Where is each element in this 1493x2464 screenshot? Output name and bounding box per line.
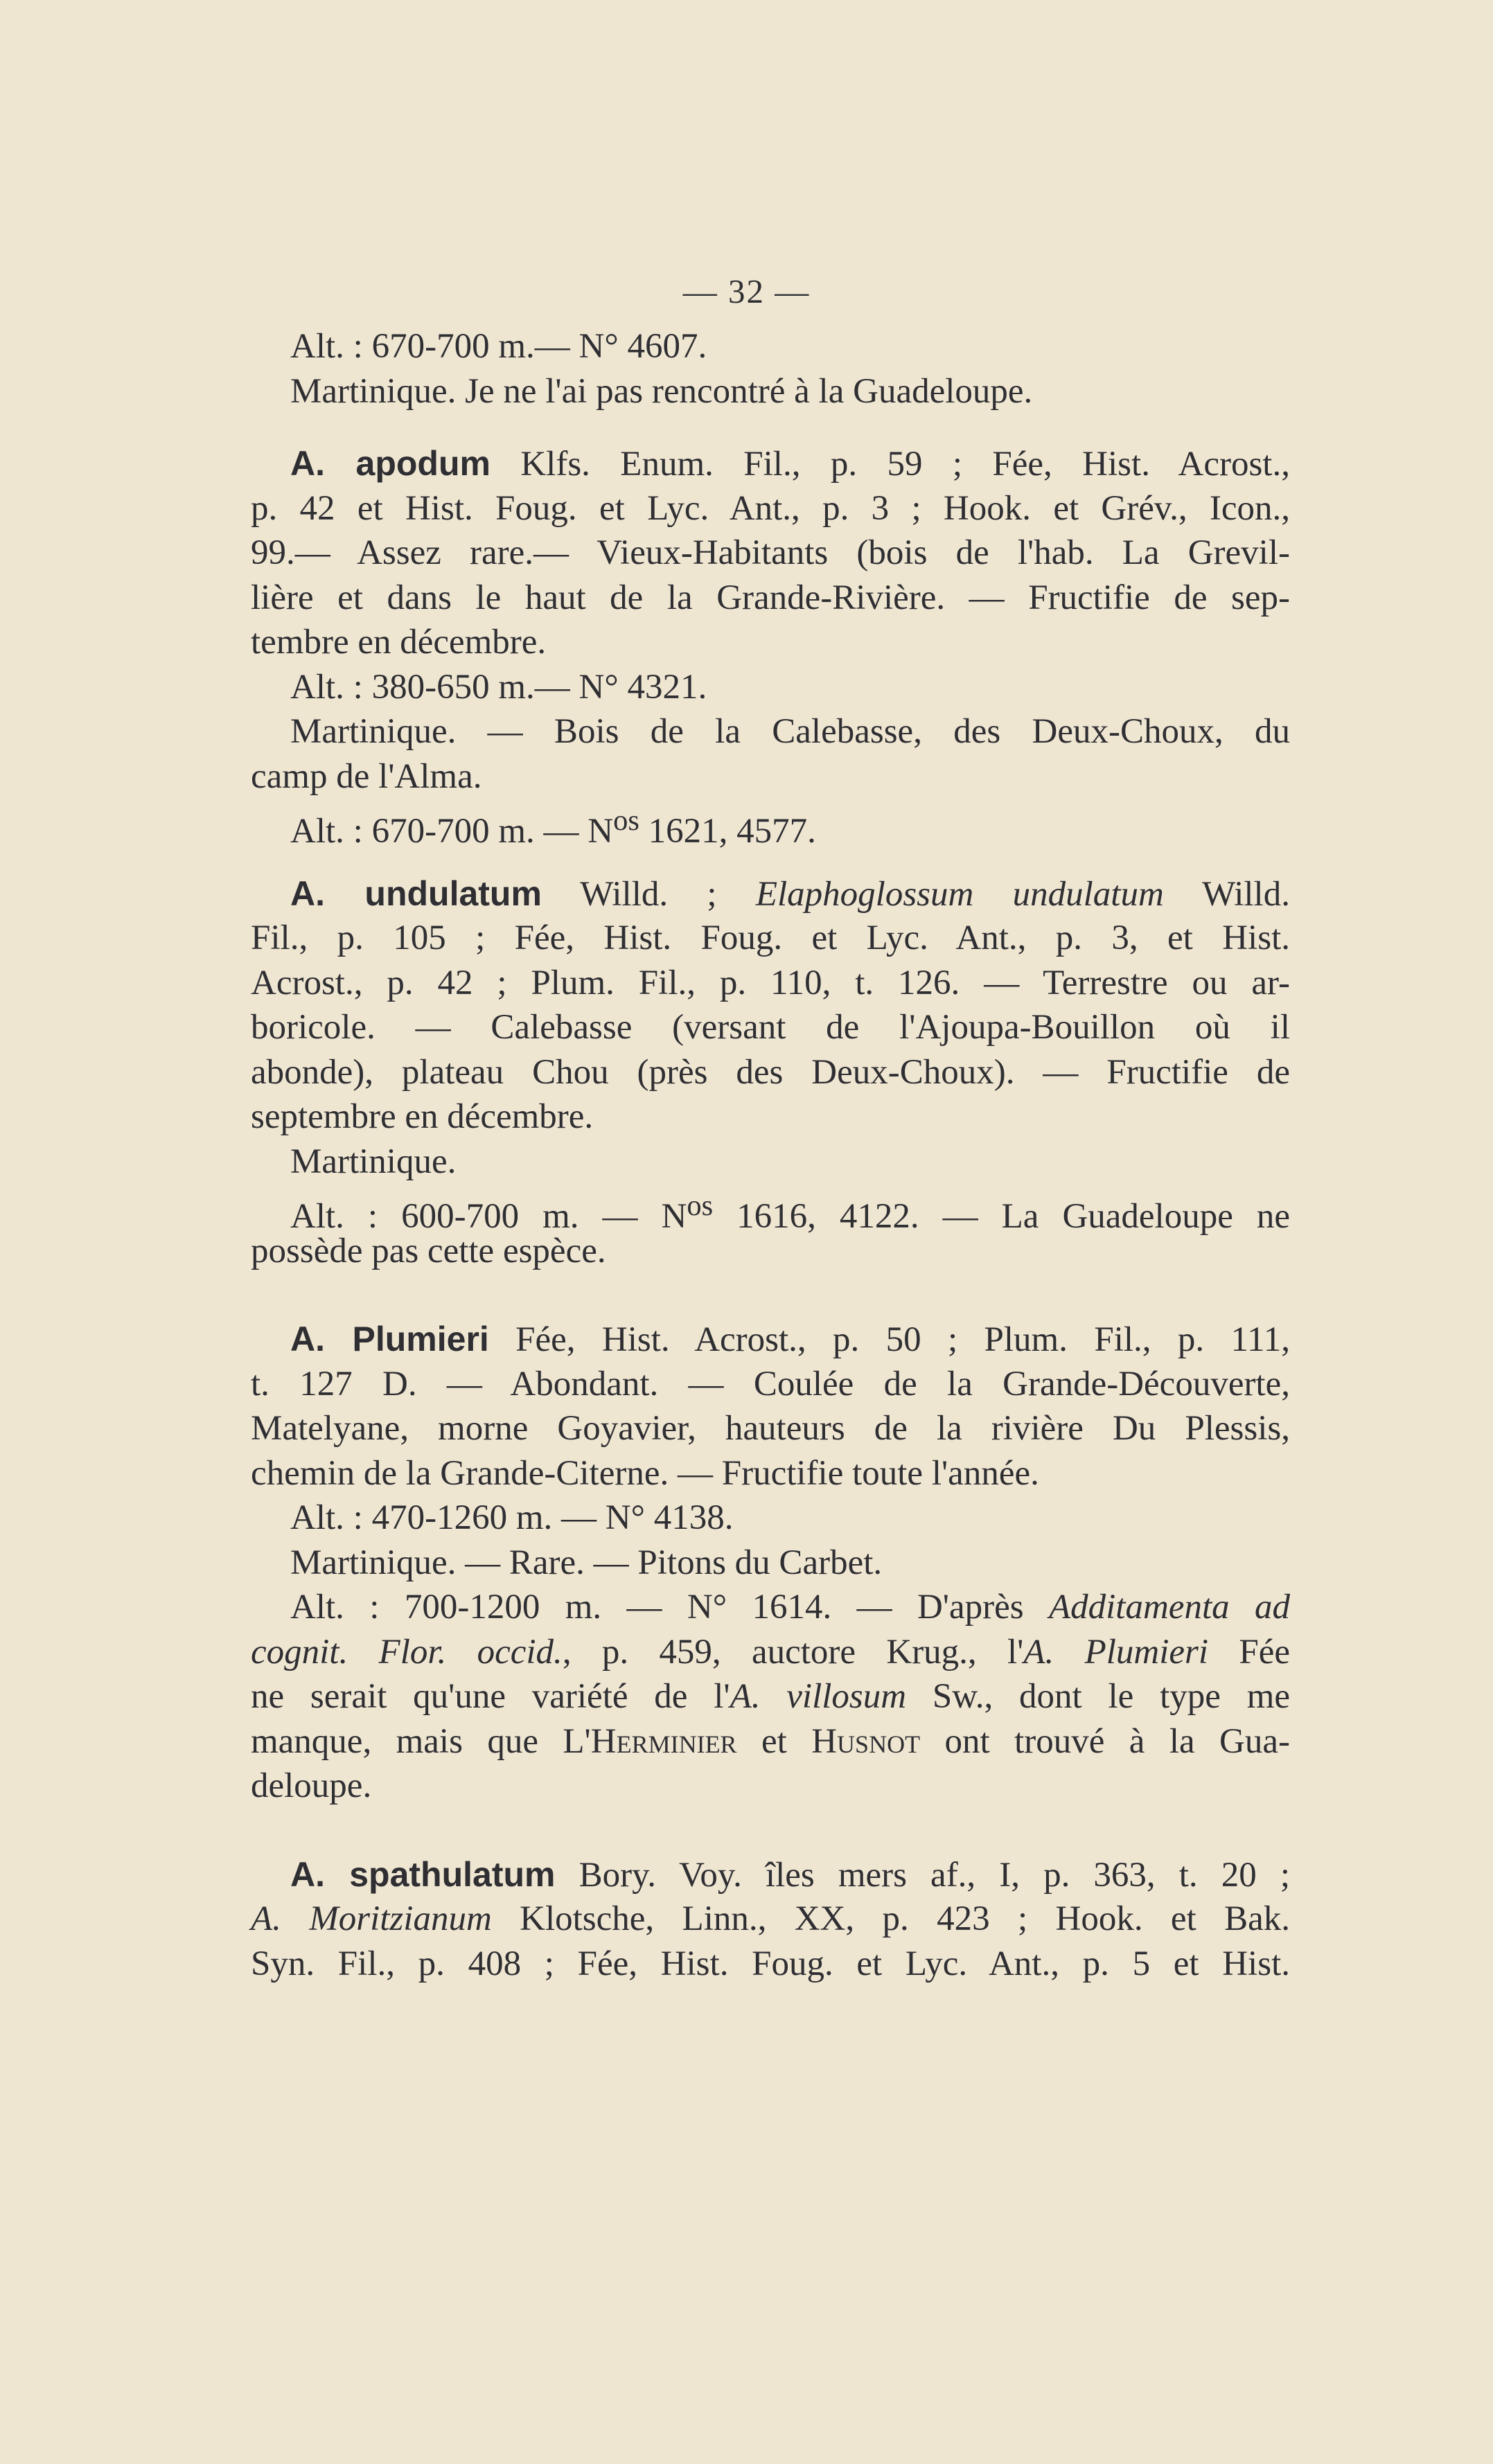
species-name: Plumieri — [352, 1320, 489, 1358]
text-line: tembre en décembre. — [251, 623, 547, 662]
synonym-name: Elaphoglossum undulatum — [755, 874, 1164, 914]
text-span: manque, mais que L' — [251, 1721, 591, 1761]
text-line: camp de l'Alma. — [251, 756, 482, 796]
entry-spathulatum-heading — [251, 1852, 1290, 1897]
species-italic: A. Plumieri — [1023, 1632, 1209, 1672]
text-line: possède pas cette espèce. — [251, 1231, 606, 1270]
text-line — [251, 1674, 1290, 1719]
text-line: Alt. : 470-1260 m. — N° 4138. — [290, 1498, 734, 1537]
genus-abbrev: A. — [290, 1320, 353, 1358]
text-span: Klfs. Enum. Fil., p. 59 ; Fée, Hist. Acrost., — [490, 445, 1290, 484]
text-line: p. 42 et Hist. Foug. et Lyc. Ant., p. 3 ; Hook. et Grév., Icon., — [251, 488, 1290, 528]
text-line — [251, 799, 1290, 851]
author-name: Husnot — [811, 1721, 921, 1761]
entry-plumieri-heading — [251, 1317, 1290, 1362]
text-span: 1621, 4577. — [639, 812, 816, 851]
text-line — [251, 1585, 1290, 1630]
text-line: chemin de la Grande-Citerne. — Fructifie toute l'année. — [251, 1453, 1039, 1493]
italic-title: cognit. Flor. occid. — [251, 1632, 563, 1672]
text-span: Alt. : 600-700 m. — N — [290, 1197, 687, 1236]
text-line: lière et dans le haut de la Grande-Rivière. — Fructifie de sep- — [251, 578, 1290, 617]
text-span: , p. 459, auctore Krug., l' — [562, 1632, 1024, 1672]
species-italic: A. villosum — [730, 1677, 907, 1716]
author-name: Herminier — [590, 1721, 737, 1761]
genus-abbrev: A. — [290, 874, 365, 913]
text-span: 1616, 4122. — La Guadeloupe ne — [713, 1197, 1290, 1236]
superscript: os — [687, 1189, 714, 1222]
text-line: Matelyane, morne Goyavier, hauteurs de la rivière Du Plessis, — [251, 1409, 1290, 1448]
text-line — [251, 1897, 1290, 1942]
text-line: Syn. Fil., p. 408 ; Fée, Hist. Foug. et Lyc. Ant., p. 5 et Hist. — [251, 1944, 1290, 1983]
text-line: Acrost., p. 42 ; Plum. Fil., p. 110, t. 126. — Terrestre ou ar- — [251, 963, 1290, 1002]
text-span: Fée, Hist. Acrost., p. 50 ; Plum. Fil., p. 111, — [488, 1320, 1290, 1359]
text-line: 99.— Assez rare.— Vieux-Habitants (bois de l'hab. La Grevil- — [251, 533, 1290, 572]
text-span: Sw., dont le type me — [906, 1677, 1290, 1716]
entry-undulatum-heading — [251, 871, 1290, 916]
species-name: undulatum — [364, 874, 542, 913]
entry-apodum-heading — [251, 441, 1290, 486]
text-line: Martinique. — Rare. — Pitons du Carbet. — [290, 1543, 883, 1582]
text-span: Willd. — [1163, 874, 1290, 914]
text-span: Willd. ; — [541, 874, 756, 914]
text-span: Fée — [1208, 1632, 1291, 1672]
text-line: deloupe. — [251, 1766, 372, 1805]
species-italic: A. Moritzianum — [251, 1899, 492, 1938]
text-line: septembre en décembre. — [251, 1097, 594, 1136]
text-line: Fil., p. 105 ; Fée, Hist. Foug. et Lyc. Ant., p. 3, et Hist. — [251, 919, 1290, 957]
genus-abbrev: A. — [290, 1854, 350, 1894]
text-span: Alt. : 700-1200 m. — N° 1614. — D'après — [290, 1588, 1049, 1627]
text-span: ne serait qu'une variété de l' — [251, 1677, 730, 1716]
text-span: ont trouvé à la Gua- — [920, 1721, 1290, 1761]
text-line: t. 127 D. — Abondant. — Coulée de la Grande-Découverte, — [251, 1364, 1290, 1403]
text-line — [251, 1184, 1290, 1236]
text-line: Alt. : 670-700 m.— N° 4607. — [290, 327, 707, 366]
text-span: Bory. Voy. îles mers af., I, p. 363, t. 20 ; — [555, 1855, 1290, 1895]
text-line — [251, 1719, 1290, 1764]
text-line — [251, 1630, 1290, 1675]
text-line: Martinique. Je ne l'ai pas rencontré à la Guadeloupe. — [290, 371, 1033, 411]
text-line: boricole. — Calebasse (versant de l'Ajoupa-Bouillon où il — [251, 1008, 1290, 1047]
text-line: Martinique. — Bois de la Calebasse, des Deux-Choux, du — [290, 712, 1290, 751]
page-number: — 32 — — [682, 272, 811, 310]
superscript: os — [613, 804, 639, 837]
page-body — [251, 324, 1290, 1986]
text-span: et — [736, 1721, 812, 1761]
genus-abbrev: A. — [290, 444, 356, 483]
italic-title: Additamenta ad — [1048, 1588, 1290, 1627]
text-line: abonde), plateau Chou (près des Deux-Choux). — Fructifie de — [251, 1052, 1290, 1092]
text-line: Martinique. — [290, 1142, 457, 1181]
species-name: spathulatum — [349, 1854, 556, 1894]
species-name: apodum — [355, 444, 491, 483]
text-line: Alt. : 380-650 m.— N° 4321. — [290, 667, 707, 707]
text-span: Klotsche, Linn., XX, p. 423 ; Hook. et Bak. — [491, 1899, 1290, 1938]
text-span: Alt. : 670-700 m. — N — [290, 812, 614, 851]
